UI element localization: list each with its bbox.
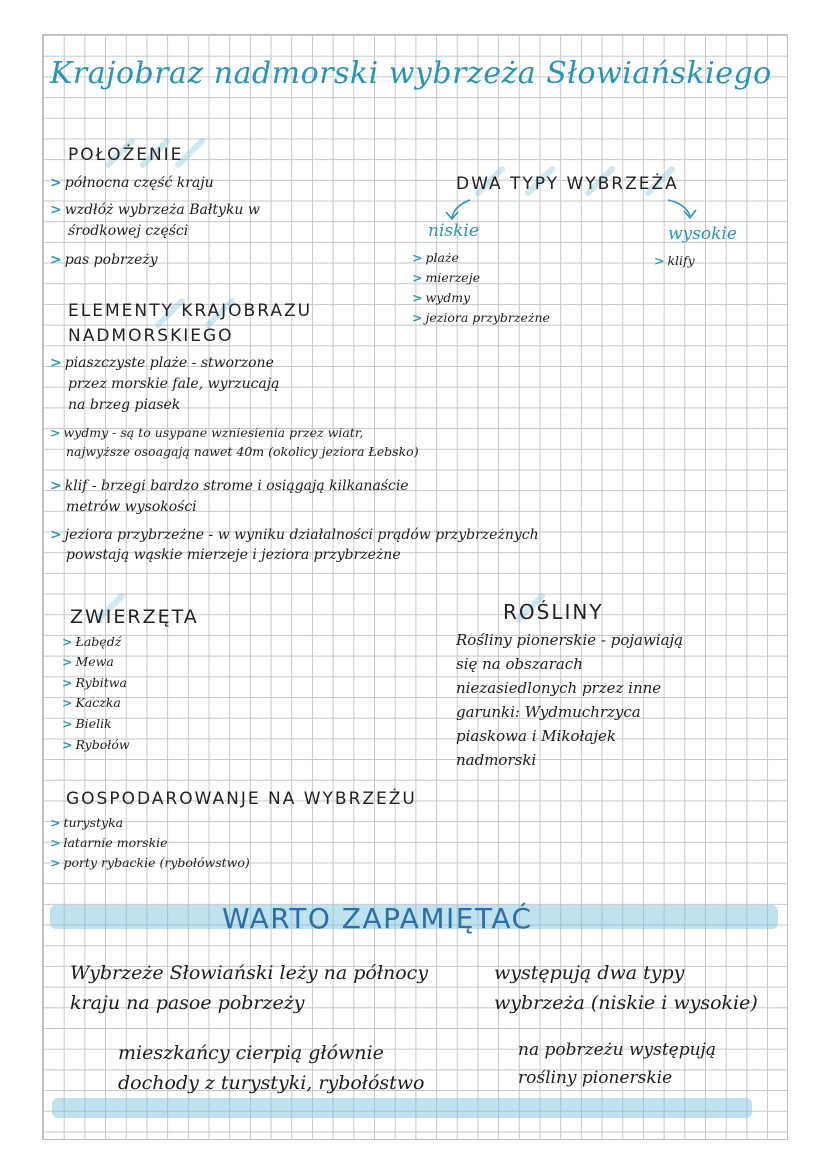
section-heading-typy: DWA TYPY WYBRZEŻA [456, 174, 679, 194]
list-item: > Łabędź [62, 634, 122, 649]
section-heading-rosliny: ROŚLINY [503, 600, 604, 624]
arrow-icon: > [412, 290, 423, 305]
list-item: > wzdłóż wybrzeża Bałtyku w [50, 202, 260, 218]
arrow-icon: > [62, 695, 73, 710]
rosliny-text: Rośliny pionerskie - pojawiają się na obszarach niezasiedlonych przez inne garunki: Wydmuchrzyca piaskowa i Mikołajek nadmorski [456, 631, 684, 769]
arrow-icon: > [50, 478, 62, 494]
arrow-icon: > [50, 815, 61, 830]
list-item: > jeziora przybrzeżne - w wyniku działalności prądów przybrzeżnych [50, 527, 539, 543]
summary-box-3: mieszkańcy cierpią głównie dochody z turystyki, rybołóstwo [118, 1042, 425, 1094]
section-heading-elementy: ELEMENTY KRAJOBRAZU [68, 301, 313, 321]
niskie-label: niskie [428, 221, 479, 241]
list-item-continuation: powstają wąskie mierzeje i jeziora przybrzeżne [66, 547, 401, 563]
list-item: > pas pobrzeży [50, 252, 158, 268]
arrow-icon: > [62, 716, 73, 731]
list-item-continuation: metrów wysokości [66, 499, 197, 515]
arrow-icon: > [50, 175, 62, 191]
arrow-icon: > [412, 310, 423, 325]
list-item-continuation: środkowej części [68, 223, 189, 239]
arrow-icon: > [412, 250, 423, 265]
arrow-icon: > [654, 253, 665, 268]
arrow-icon: > [412, 270, 423, 285]
arrow-icon: > [50, 527, 62, 543]
branch-arrows-icon [440, 196, 710, 226]
arrow-icon: > [50, 855, 61, 870]
list-item: > wydmy [412, 290, 471, 305]
arrow-icon: > [50, 355, 62, 371]
arrow-icon: > [62, 654, 73, 669]
list-item: > turystyka [50, 815, 124, 830]
list-item: > latarnie morskie [50, 835, 168, 850]
list-item: > północna część kraju [50, 175, 214, 191]
list-item-continuation: przez morskie fale, wyrzucają [68, 376, 280, 392]
page-title: Krajobraz nadmorski wybrzeża Słowiańskiego [50, 56, 772, 91]
arrow-icon: > [50, 252, 62, 268]
section-heading-gospodarowanie: GOSPODAROWANJE NA WYBRZEŻU [66, 789, 417, 809]
list-item: > mierzeje [412, 270, 480, 285]
list-item: > wydmy - są to usypane wzniesienia przez wiatr, [50, 425, 364, 440]
wysokie-label: wysokie [668, 224, 737, 244]
highlight-bar [52, 1098, 752, 1118]
list-item: > klify [654, 253, 695, 268]
section-heading-zwierzeta: ZWIERZĘTA [70, 606, 199, 628]
section-heading-warto: WARTO ZAPAMIĘTAĆ [222, 902, 533, 935]
list-item: > Rybitwa [62, 675, 127, 690]
arrow-icon: > [62, 634, 73, 649]
list-item-continuation: najwyższe osoagają nawet 40m (okolicy jeziora Łebsko) [66, 444, 419, 459]
arrow-icon: > [50, 202, 62, 218]
section-heading-elementy-line2: NADMORSKIEGO [68, 326, 234, 346]
arrow-icon: > [62, 675, 73, 690]
list-item: > porty rybackie (rybołówstwo) [50, 855, 250, 870]
list-item-continuation: na brzeg piasek [68, 397, 181, 413]
summary-box-1: Wybrzeże Słowiański leży na północy kraju na pasoe pobrzeży [70, 962, 429, 1014]
list-item: > Mewa [62, 654, 114, 669]
arrow-icon: > [50, 425, 61, 440]
arrow-icon: > [62, 737, 73, 752]
list-item: > plaże [412, 250, 459, 265]
list-item: > Bielik [62, 716, 112, 731]
list-item: > jeziora przybrzeżne [412, 310, 550, 325]
summary-box-2: występują dwa typy wybrzeża (niskie i wysokie) [494, 962, 758, 1014]
arrow-icon: > [50, 835, 61, 850]
list-item: > Rybołów [62, 737, 130, 752]
list-item: > Kaczka [62, 695, 121, 710]
section-heading-polozenie: POŁOŻENIE [68, 145, 184, 165]
list-item: > klif - brzegi bardzo strome i osiągają kilkanaście [50, 478, 409, 494]
summary-box-4: na pobrzeżu występują rośliny pionerskie [518, 1040, 716, 1088]
list-item: > piaszczyste plaże - stworzone [50, 355, 274, 371]
